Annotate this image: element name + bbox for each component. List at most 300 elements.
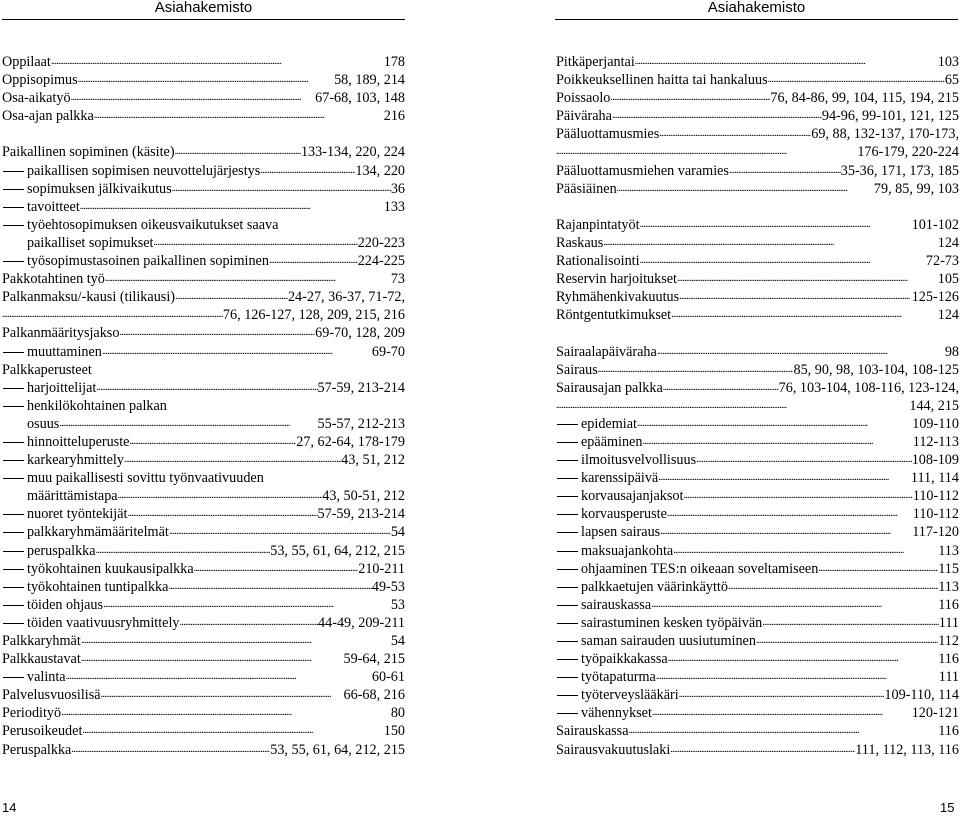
entry-term: työehtosopimuksen oikeusvaikutukset saava [27, 216, 279, 233]
index-entry [2, 180, 405, 198]
subentry-dash [556, 578, 578, 596]
dot-leader [671, 306, 938, 324]
index-entry [556, 125, 959, 143]
entry-term: epidemiat [581, 415, 637, 432]
entry-pages: 110-112 [912, 506, 959, 523]
subentry-dash [2, 668, 24, 686]
entry-term: karkearyhmittely [27, 452, 124, 469]
dot-leader [172, 180, 391, 198]
subentry-dash [556, 523, 578, 541]
entry-term: Ryhmähenkivakuutus [556, 289, 680, 306]
index-entry [556, 288, 959, 306]
index-entry [2, 505, 405, 523]
index-column-right [556, 53, 959, 759]
entry-term: muuttaminen [27, 343, 102, 360]
entry-pages: 111 [938, 669, 959, 686]
index-entry [556, 686, 959, 704]
entry-term: tavoitteet [27, 198, 80, 215]
entry-term: ohjaaminen TES:n oikeaan soveltamiseen [581, 560, 819, 577]
entry-term: Poikkeuksellinen haitta tai hankaluus [556, 72, 768, 89]
subentry-dash [556, 668, 578, 686]
subentry-dash [2, 162, 24, 180]
index-entry [2, 451, 405, 469]
subentry-dash [556, 632, 578, 650]
subentry-dash [2, 614, 24, 632]
index-entry [2, 397, 405, 415]
entry-pages: 76, 126-127, 128, 209, 215, 216 [222, 307, 405, 324]
subentry-dash [556, 505, 578, 523]
dot-leader [598, 361, 794, 379]
subentry-dash [2, 542, 24, 560]
subentry-dash [556, 469, 578, 487]
entry-pages: 133-134, 220, 224 [300, 144, 405, 161]
dot-leader [640, 216, 912, 234]
index-entry [556, 89, 959, 107]
subentry-dash [556, 433, 578, 451]
entry-term: Palkkaustavat [2, 651, 81, 668]
entry-term: työsopimustasoinen paikallinen sopiminen [27, 253, 269, 270]
index-entry [2, 704, 405, 722]
entry-pages: 117-120 [912, 524, 959, 541]
dot-leader [667, 505, 913, 523]
index-entry [556, 451, 959, 469]
dot-leader [82, 722, 383, 740]
entry-pages: 53, 55, 61, 64, 212, 215 [270, 741, 405, 758]
dot-leader [642, 433, 912, 451]
dot-leader [51, 53, 384, 71]
entry-term: Osa-ajan palkka [2, 108, 94, 125]
entry-pages: 43, 51, 212 [341, 452, 405, 469]
index-entry [556, 487, 959, 505]
entry-spacer [2, 125, 405, 143]
entry-term: korvausajanjaksot [581, 488, 684, 505]
entry-pages: 98 [944, 343, 959, 360]
index-entry [2, 343, 405, 361]
dot-leader [656, 668, 939, 686]
dot-leader [617, 180, 874, 198]
index-entry [556, 216, 959, 234]
subentry-dash [2, 216, 24, 234]
index-entry [2, 324, 405, 342]
dot-leader [102, 343, 372, 361]
entry-term: valinta [27, 669, 66, 686]
entry-term: Osa-aikatyö [2, 90, 71, 107]
index-entry [556, 596, 959, 614]
entry-pages: 76, 84-86, 99, 104, 115, 194, 215 [770, 90, 959, 107]
index-entry [556, 234, 959, 252]
entry-term: työterveyslääkäri [581, 687, 679, 704]
index-entry [556, 542, 959, 560]
entry-pages: 69, 88, 132-137, 170-173, [811, 126, 959, 143]
entry-pages: 144, 215 [909, 397, 959, 414]
entry-term: Sairauskassa [556, 723, 629, 740]
dot-leader [556, 143, 857, 161]
entry-pages: 73 [390, 271, 405, 288]
entry-pages: 120-121 [911, 705, 959, 722]
dot-leader [175, 143, 301, 161]
entry-pages: 116 [938, 596, 959, 613]
index-entry [2, 614, 405, 632]
index-entry [2, 143, 405, 161]
entry-term: Poissaolo [556, 90, 611, 107]
entry-term: muu paikallisesti sovittu työnvaativuuden [27, 470, 264, 487]
index-entry [556, 270, 959, 288]
index-entry [556, 415, 959, 433]
running-header-right: Asiahakemisto [555, 0, 958, 20]
dot-leader [670, 741, 855, 759]
entry-term: palkkaryhmämääritelmät [27, 524, 169, 541]
index-entry [2, 306, 405, 324]
dot-leader [154, 234, 358, 252]
dot-leader [663, 379, 779, 397]
entry-pages: 66-68, 216 [343, 687, 405, 704]
subentry-dash [2, 560, 24, 578]
subentry-dash [556, 704, 578, 722]
entry-pages: 53, 55, 61, 64, 212, 215 [270, 542, 405, 559]
entry-term: epääminen [581, 433, 643, 450]
running-header-left: Asiahakemisto [2, 0, 405, 20]
entry-term: Palkkaryhmät [2, 633, 81, 649]
dot-leader [118, 487, 323, 505]
entry-term: henkilökohtainen palkan [27, 397, 167, 414]
entry-term: lapsen sairaus [581, 524, 661, 541]
entry-pages: 79, 85, 99, 103 [873, 180, 959, 197]
entry-term: Pääsiäinen [556, 180, 617, 197]
entry-pages: 36 [390, 180, 405, 197]
index-entry [2, 722, 405, 740]
entry-pages: 55-57, 212-213 [317, 415, 405, 432]
entry-pages: 109-110 [912, 415, 959, 432]
dot-leader [119, 324, 315, 342]
dot-leader [652, 704, 912, 722]
index-entry [556, 180, 959, 198]
index-entry [2, 361, 405, 379]
dot-leader [610, 89, 770, 107]
subentry-dash [2, 578, 24, 596]
entry-term: saman sairauden uusiutuminen [581, 633, 756, 649]
dot-leader [668, 650, 939, 668]
index-entry [556, 379, 959, 397]
entry-pages: 76, 103-104, 108-116, 123-124, [778, 379, 959, 396]
dot-leader [81, 650, 344, 668]
entry-pages: 111, 114 [910, 470, 959, 487]
index-entry [556, 560, 959, 578]
index-entry [2, 234, 405, 252]
index-entry [2, 107, 405, 125]
dot-leader [677, 270, 938, 288]
dot-leader [66, 668, 372, 686]
subentry-dash [556, 596, 578, 614]
entry-pages: 103 [937, 54, 959, 70]
subentry-dash [2, 505, 24, 523]
index-entry [2, 53, 405, 71]
entry-term: Palkanmääritysjakso [2, 325, 120, 342]
dot-leader [96, 379, 317, 397]
dot-leader [127, 505, 317, 523]
subentry-dash [2, 451, 24, 469]
index-entry [556, 71, 959, 89]
index-entry [2, 379, 405, 397]
entry-term: Periodityö [2, 705, 62, 722]
entry-term: vähennykset [581, 705, 652, 722]
entry-pages: 57-59, 213-214 [317, 506, 405, 523]
entry-pages: 124 [937, 234, 959, 251]
dot-leader [81, 632, 391, 650]
dot-leader [673, 542, 938, 560]
entry-pages: 125-126 [911, 289, 959, 306]
subentry-dash [556, 451, 578, 469]
entry-pages: 57-59, 213-214 [317, 379, 405, 396]
dot-leader [637, 415, 912, 433]
index-entry [2, 741, 405, 759]
entry-term: työtapaturma [581, 669, 656, 686]
entry-pages: 44-49, 209-211 [318, 614, 405, 631]
dot-leader [679, 288, 912, 306]
dot-leader [818, 560, 938, 578]
entry-term: Sairausvakuutuslaki [556, 741, 671, 758]
entry-pages: 60-61 [371, 669, 405, 686]
index-entry [2, 252, 405, 270]
index-entry [2, 415, 405, 433]
index-entry [2, 542, 405, 560]
entry-term: sopimuksen jälkivaikutus [27, 180, 172, 197]
entry-term: hinnoitteluperuste [27, 433, 130, 450]
entry-term: Perusoikeudet [2, 723, 83, 740]
entry-term: Päiväraha [556, 108, 612, 125]
entry-spacer [556, 324, 959, 342]
entry-term: Oppilaat [2, 54, 51, 70]
entry-term: sairauskassa [581, 596, 652, 613]
entry-pages: 113 [938, 578, 959, 595]
index-entry [556, 162, 959, 180]
entry-pages: 105 [937, 271, 959, 288]
entry-pages: 108-109 [911, 452, 959, 469]
entry-pages: 85, 90, 98, 103-104, 108-125 [793, 361, 959, 378]
entry-term: Röntgentutkimukset [556, 307, 672, 324]
entry-pages: 24-27, 36-37, 71-72, [287, 289, 405, 306]
entry-term: Pääluottamusmies [556, 126, 660, 143]
index-entry [2, 288, 405, 306]
entry-pages: 112-113 [912, 433, 959, 450]
index-entry [556, 397, 959, 415]
entry-pages: 59-64, 215 [343, 651, 405, 668]
subentry-dash [2, 433, 24, 451]
index-entry [2, 686, 405, 704]
index-entry [556, 650, 959, 668]
dot-leader [659, 125, 811, 143]
index-entry [556, 614, 959, 632]
entry-term: Palkanmaksu/-kausi (tilikausi) [2, 289, 175, 306]
entry-pages: 111 [938, 614, 959, 631]
entry-term: Oppisopimus [2, 72, 78, 89]
dot-leader [660, 523, 912, 541]
entry-term: Reservin harjoitukset [556, 271, 677, 288]
entry-term: Sairaalapäiväraha [556, 343, 657, 360]
entry-term: Pitkäperjantai [556, 54, 635, 70]
index-entry [2, 469, 405, 487]
index-entry [2, 596, 405, 614]
dot-leader [105, 270, 391, 288]
index-entry [2, 523, 405, 541]
subentry-dash [2, 523, 24, 541]
dot-leader [180, 614, 319, 632]
index-entry [556, 505, 959, 523]
entry-term: Pakkotahtinen työ [2, 271, 105, 288]
subentry-dash [2, 397, 24, 415]
entry-term: työkohtainen tuntipalkka [27, 578, 169, 595]
index-entry [2, 270, 405, 288]
subentry-dash [556, 487, 578, 505]
dot-leader [629, 722, 939, 740]
index-entry [556, 306, 959, 324]
index-entry [556, 578, 959, 596]
entry-term: työpaikkakassa [581, 651, 668, 668]
entry-term: nuoret työntekijät [27, 506, 128, 523]
dot-leader [71, 89, 316, 107]
index-entry [556, 632, 959, 650]
entry-term: sairastuminen kesken työpäivän [581, 614, 763, 631]
entry-term: Rationalisointi [556, 253, 640, 270]
entry-term: ilmoitusvelvollisuus [581, 452, 697, 469]
entry-pages: 110-112 [912, 488, 959, 505]
index-entry [2, 433, 405, 451]
subentry-dash [2, 596, 24, 614]
subentry-dash [2, 469, 24, 487]
entry-pages: 176-179, 220-224 [857, 144, 959, 161]
entry-term: Raskaus [556, 234, 604, 251]
entry-pages: 53 [390, 596, 405, 613]
entry-term: töiden vaativuusryhmittely [27, 614, 180, 631]
dot-leader [94, 107, 384, 125]
dot-leader [651, 596, 938, 614]
entry-pages: 111, 112, 113, 116 [855, 741, 959, 758]
dot-leader [129, 433, 296, 451]
entry-pages: 115 [938, 560, 959, 577]
dot-leader [103, 596, 391, 614]
dot-leader [556, 397, 909, 415]
index-entry [556, 523, 959, 541]
subentry-dash [2, 180, 24, 198]
entry-term: palkkaetujen väärinkäyttö [581, 578, 728, 595]
dot-leader [2, 306, 223, 324]
index-entry [556, 722, 959, 740]
index-entry [556, 433, 959, 451]
page-number-right: 15 [940, 800, 955, 815]
dot-leader [679, 686, 885, 704]
index-entry [2, 216, 405, 234]
dot-leader [269, 252, 358, 270]
index-entry [556, 107, 959, 125]
entry-pages: 54 [390, 524, 405, 541]
entry-pages: 72-73 [925, 253, 959, 270]
dot-leader [762, 614, 939, 632]
subentry-dash [2, 343, 24, 361]
dot-leader [169, 523, 391, 541]
index-entry [2, 668, 405, 686]
index-entry [556, 704, 959, 722]
index-entry [2, 632, 405, 650]
dot-leader [124, 451, 341, 469]
entry-pages: 69-70, 128, 209 [315, 325, 405, 342]
entry-term: töiden ohjaus [27, 596, 104, 613]
dot-leader [683, 487, 912, 505]
index-entry [556, 143, 959, 161]
subentry-dash [2, 379, 24, 397]
dot-leader [78, 71, 334, 89]
page-number-left: 14 [2, 800, 17, 815]
index-entry [2, 198, 405, 216]
entry-pages: 124 [937, 307, 959, 324]
entry-term: Sairausajan palkka [556, 379, 663, 396]
subentry-dash [556, 686, 578, 704]
index-entry [2, 650, 405, 668]
entry-term: karenssipäivä [581, 470, 659, 487]
entry-term: paikallisen sopimisen neuvottelujärjestys [27, 162, 261, 179]
entry-term: Rajanpintatyöt [556, 216, 640, 233]
index-entry [556, 252, 959, 270]
entry-pages: 35-36, 171, 173, 185 [840, 162, 959, 179]
dot-leader [71, 741, 270, 759]
dot-leader [657, 343, 945, 361]
subentry-dash [556, 542, 578, 560]
entry-pages: 58, 189, 214 [334, 72, 405, 89]
entry-pages: 134, 220 [355, 162, 405, 179]
dot-leader [729, 162, 841, 180]
dot-leader [612, 107, 822, 125]
entry-term: maksuajankohta [581, 542, 674, 559]
entry-pages: 109-110, 114 [884, 687, 959, 704]
index-entry [2, 487, 405, 505]
dot-leader [80, 198, 384, 216]
entry-pages: 65 [944, 72, 959, 89]
entry-term: Peruspalkka [2, 741, 72, 758]
subentry-dash [2, 252, 24, 270]
index-entry [556, 343, 959, 361]
entry-pages: 113 [938, 542, 959, 559]
entry-spacer [556, 198, 959, 216]
entry-pages: 116 [938, 651, 959, 668]
index-entry [556, 361, 959, 379]
entry-pages: 54 [390, 633, 405, 649]
subentry-dash [2, 198, 24, 216]
dot-leader [728, 578, 938, 596]
entry-term: Sairaus [556, 361, 598, 378]
dot-leader [260, 162, 355, 180]
subentry-dash [556, 560, 578, 578]
entry-term: paikalliset sopimukset [27, 234, 154, 251]
dot-leader [194, 560, 359, 578]
index-entry [556, 469, 959, 487]
entry-pages: 49-53 [371, 578, 405, 595]
dot-leader [168, 578, 371, 596]
entry-pages: 133 [383, 198, 405, 215]
dot-leader [768, 71, 945, 89]
index-entry [2, 162, 405, 180]
dot-leader [96, 542, 271, 560]
index-entry [556, 53, 959, 71]
subentry-dash [556, 650, 578, 668]
entry-pages: 80 [390, 705, 405, 722]
entry-pages: 43, 50-51, 212 [322, 488, 405, 505]
entry-pages: 67-68, 103, 148 [315, 90, 405, 107]
entry-term: harjoittelijat [27, 379, 97, 396]
entry-term: Palvelusvuosilisä [2, 687, 101, 704]
dot-leader [101, 686, 344, 704]
entry-pages: 69-70 [371, 343, 405, 360]
dot-leader [658, 469, 911, 487]
dot-leader [61, 704, 391, 722]
entry-pages: 94-96, 99-101, 121, 125 [821, 108, 959, 125]
